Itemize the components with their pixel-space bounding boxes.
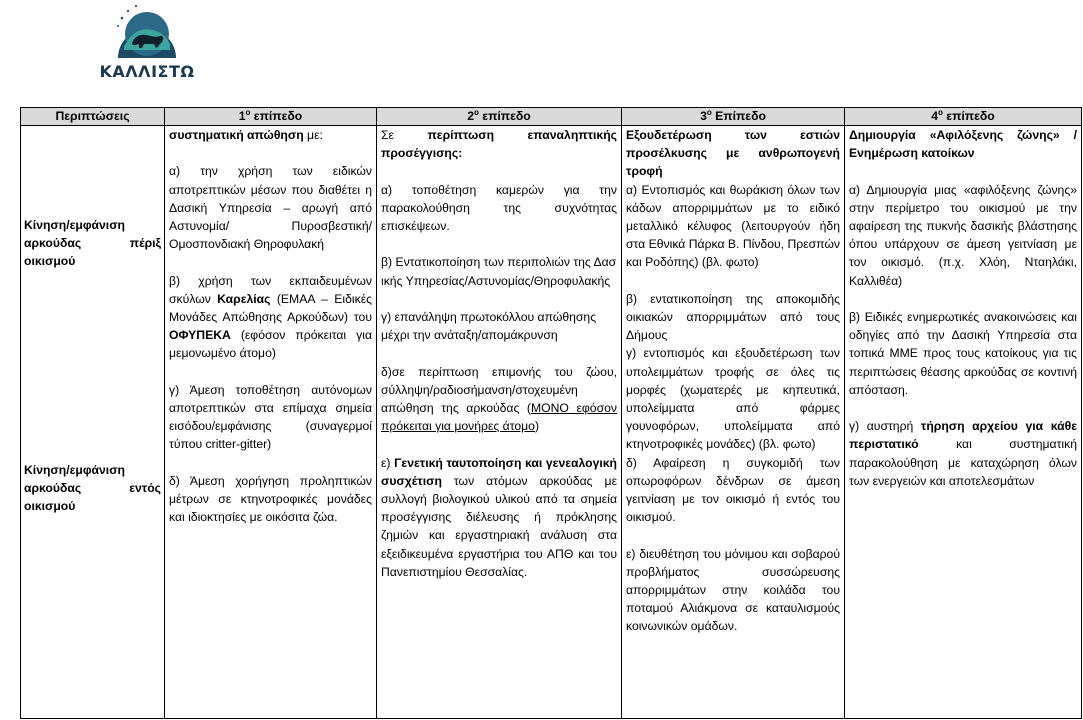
logo-text: ΚΑΛΛΙΣΤΩ	[99, 62, 195, 81]
level-4-item-b: β) Ειδικές ενημερωτικές ανακοινώσεις και οδηγίες από την Δασική Υπηρεσία στα τοπικά ΜΜΕ προς τους κατοίκους για τις περιπτώσεις θέασης αρκούδας σε κοντινή απόσταση.	[849, 310, 1077, 397]
table-row	[21, 126, 1082, 719]
level-4-cell	[845, 126, 1082, 719]
level-1-cell	[165, 126, 377, 719]
header-level-2: $2^o$ επίπεδο	[377, 108, 622, 126]
cases-cell	[21, 126, 165, 719]
level-2-item-b: β) Εντατικοποίηση των περιπολιών της Δασικής Υπηρεσίας/Αστυνομίας/Θηροφυλακής	[381, 255, 617, 288]
level-3-intro: Εξουδετέρωση των εστιών προσέλκυσης με ανθρωπογενή τροφή	[626, 128, 840, 179]
level-3-item-b: β) εντατικοποίηση της αποκομιδής οικιακών απορριμμάτων από τους Δήμους	[626, 291, 840, 343]
table-header-row	[21, 108, 1082, 126]
header-level-3: $3^o$ Επίπεδο	[622, 108, 845, 126]
level-3-item-a: α) Εντοπισμός και θωράκιση όλων των κάδων απορριμμάτων με το ειδικό μεταλλικό κέλυφος (λειτουργούν ήδη στα Εθνικά Πάρκα Β. Πίνδου, Πρεσπών και Ροδόπης) (βλ. φωτο)	[626, 182, 840, 270]
level-2-item-a: α) τοποθέτηση καμερών για την παρακολούθηση της συχνότητας επισκέψεων.	[381, 182, 617, 233]
level-4-item-c: γ) αυστηρή τήρηση αρχείου για κάθε περιστατικό και συστηματική παρακολούθηση με καταχώρηση όλων των ενεργειών και αποτελεσμάτων	[849, 419, 1077, 488]
level-1-intro: συστηματική απώθηση με:	[169, 128, 323, 142]
case-inside-settlement: Κίνηση/εμφάνιση αρκούδας εντός οικισμού	[24, 463, 161, 514]
level-3-item-c: γ) εντοπισμός και εξουδετέρωση των υπολειμμάτων τροφής σε όλες τις μορφές (χωματερές με κηπευτικά, υπολείμματα από φάρμες γουνοφόρων, υπολείμματα από κτηνοτροφικές μονάδες) (βλ. φωτο)	[626, 346, 840, 452]
header-level-4: $4^o$ επίπεδο	[845, 108, 1082, 126]
level-1-item-b: β) χρήση των εκπαιδευμένων σκύλων Καρελίας (ΕΜΑΑ – Ειδικές Μονάδες Απώθησης Αρκούδων) του ΟΦΥΠΕΚΑ (εφόσον πρόκειται για μεμονωμένο άτομο)	[169, 273, 372, 361]
level-2-item-e: ε) Γενετική ταυτοποίηση και γενεαλογική συσχέτιση των ατόμων αρκούδας με συλλογή βιολογικού υλικού από τα σημεία προσέγγισης διέλευσης ή πρόκλησης ζημιών και εργαστηριακή ανάλυση στα εξειδικευμένα εργαστήρια του ΑΠΘ και του Πανεπιστημίου Θεσσαλίας.	[381, 455, 617, 579]
header-level-1: $1^o$ επίπεδο	[165, 108, 377, 126]
level-4-intro: Δημιουργία «Αφιλόξενης ζώνης» /Ενημέρωση κατοίκων	[849, 128, 1077, 161]
level-4-item-a: α) Δημιουργία μιας «αφιλόξενης ζώνης» στην περίμετρο του οικισμού με την αφαίρεση της πυκνής δασικής βλάστησης όπου υπάρχουν σε άμεση γειτνίαση με τον οικισμό. (π.χ. Χλόη, Νταηλάκι, Καλλιθέα)	[849, 182, 1077, 288]
header-cases: Περιπτώσεις	[21, 108, 165, 126]
level-1-item-c: γ) Άμεση τοποθέτηση αυτόνομων αποτρεπτικών στα επίμαχα σημεία εισόδου/εμφάνισης (συναγερμοί τύπου critter-gitter)	[169, 382, 372, 452]
level-3-item-d: δ) Αφαίρεση η συγκομιδή των οπωροφόρων δένδρων σε άμεση γειτνίαση με τον οικισμό ή εντός του οικισμού.	[626, 455, 840, 525]
bear-logo-icon	[112, 0, 182, 60]
measures-table	[20, 107, 1082, 719]
level-2-item-d: δ)σε περίπτωση επιμονής του ζώου, σύλληψη/ραδιοσήμανση/στοχευμένη απώθηση της αρκούδας (ΜΟΝΟ εφόσον πρόκειται για μονήρες άτομο)	[381, 364, 617, 434]
level-1-item-d: δ) Άμεση χορήγηση προληπτικών μέτρων σε κτηνοτροφικές μονάδες και ιδιοκτησίες με οικόσιτα ζώα.	[169, 473, 372, 525]
level-1-item-a: α) την χρήση των ειδικών αποτρεπτικών μέσων που διαθέτει η Δασική Υπηρεσία – αρωγή από Αστυνομία/ Πυροσβεστική/Ομοσπονδιακή Θηροφυλακή	[169, 164, 372, 252]
level-2-cell	[377, 126, 622, 719]
level-3-cell	[622, 126, 845, 719]
level-3-item-e: ε) διευθέτηση του μόνιμου και σοβαρού προβλήματος συσσώρευσης απορριμμάτων στην κοιλάδα του ποταμού Αλιάκμονα σε καταυλισμούς κοινωνικών ομάδων.	[626, 546, 840, 634]
logo	[92, 0, 202, 88]
level-2-item-c: γ) επανάληψη πρωτοκόλλου απώθησης μέχρι την ανάταξη/απομάκρυνση	[381, 309, 597, 343]
level-2-intro: Σε περίπτωση επαναληπτικής προσέγγισης:	[381, 128, 618, 161]
case-near-settlement: Κίνηση/εμφάνιση αρκούδας πέριξ οικισμού	[24, 218, 161, 269]
